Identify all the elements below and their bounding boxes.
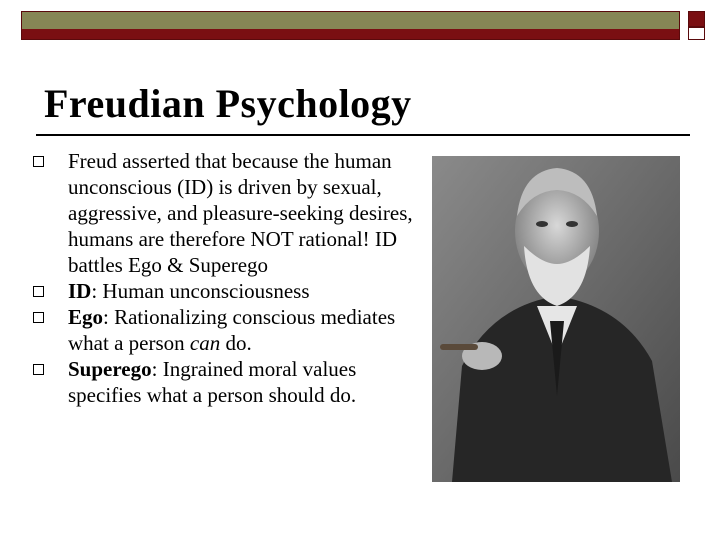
bullet-text: : Rationalizing conscious mediates what a person xyxy=(68,305,396,355)
bullet-list xyxy=(33,148,423,408)
portrait-illustration xyxy=(432,156,680,482)
slide-title: Freudian Psychology xyxy=(44,81,412,126)
square-bullet-icon xyxy=(33,286,44,297)
bullet-term: ID xyxy=(68,279,92,303)
square-bullet-icon xyxy=(33,156,44,167)
bullet-text: : Ingrained moral values specifies what a person should do. xyxy=(68,357,357,407)
bullet-item-1 xyxy=(33,148,423,278)
bullet-term: Superego xyxy=(68,357,152,381)
bullet-text: : Human unconsciousness xyxy=(91,279,310,303)
square-bullet-icon xyxy=(33,364,44,375)
header-bar-olive xyxy=(22,12,679,29)
bullet-text-end: do. xyxy=(220,331,252,355)
bullet-term: Ego xyxy=(68,305,104,329)
portrait-photo xyxy=(432,156,680,482)
corner-square-white xyxy=(688,27,705,40)
square-bullet-icon xyxy=(33,312,44,323)
bullet-item-4 xyxy=(33,356,423,408)
bullet-item-2 xyxy=(33,278,423,304)
bullet-emphasis: can xyxy=(189,331,221,355)
corner-square-red xyxy=(688,11,705,27)
bullet-item-3 xyxy=(33,304,423,356)
header-corner-squares xyxy=(688,11,707,40)
bullet-text: Freud asserted that because the human unconscious (ID) is driven by sexual, aggressive, and pleasure-seeking desires, humans are therefore NOT rational! ID battles Ego & Superego xyxy=(68,149,413,277)
title-underline xyxy=(36,134,690,136)
